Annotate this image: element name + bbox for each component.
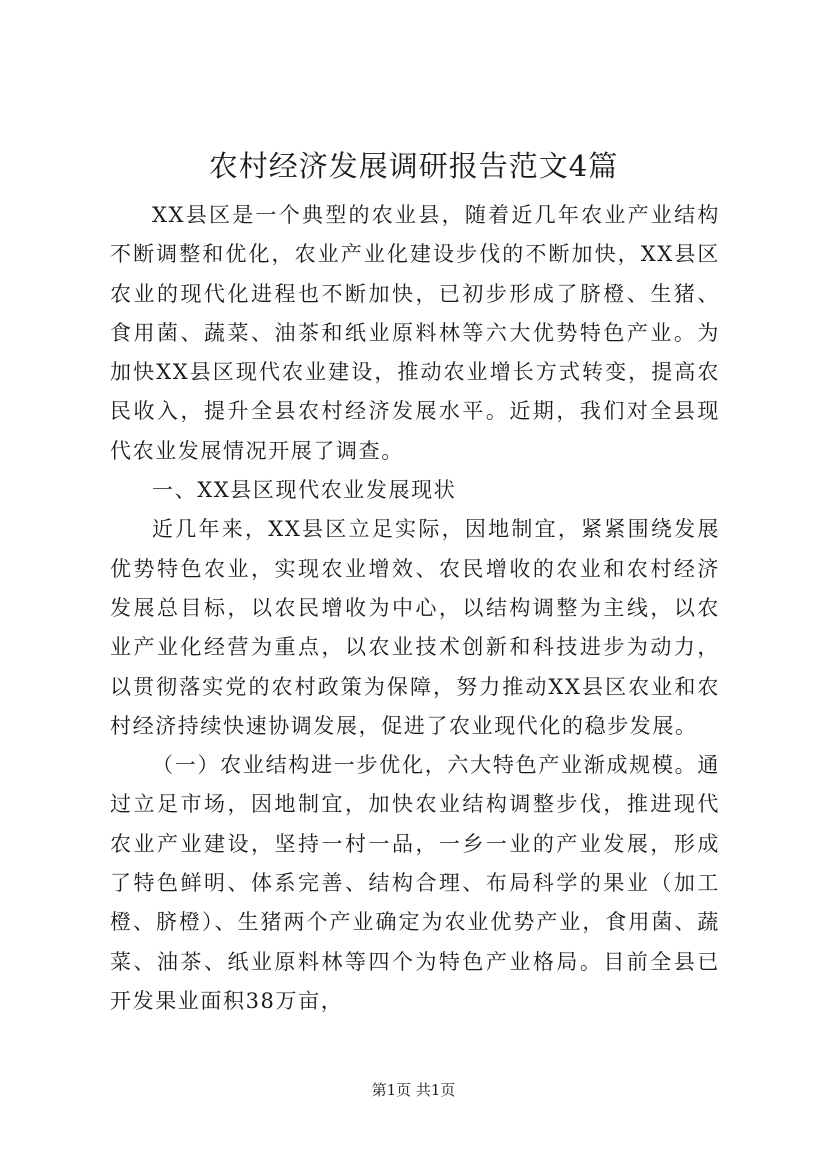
page-number-footer: 第1页 共1页 xyxy=(371,1081,456,1099)
section-heading: 一、XX县区现代农业发展现状 xyxy=(152,478,457,503)
document-body xyxy=(110,196,720,1021)
paragraph-status: 近几年来，XX县区立足实际，因地制宜，紧紧围绕发展优势特色农业，实现农业增效、农民增收的农业和农村经济发展总目标，以农民增收为中心，以结构调整为主线，以农业产业化经营为重点，以农业技术创新和科技进步为动力，以贯彻落实党的农村政策为保障，努力推动XX县区农业和农村经济持续快速协调发展，促进了农业现代化的稳步发展。 xyxy=(110,517,720,738)
paragraph-intro: XX县区是一个典型的农业县，随着近几年农业产业结构不断调整和优化，农业产业化建设步伐的不断加快，XX县区农业的现代化进程也不断加快，已初步形成了脐橙、生猪、食用菌、蔬菜、油茶和纸业原料林等六大优势特色产业。为加快XX县区现代农业建设，推动农业增长方式转变，提高农民收入，提升全县农村经济发展水平。近期，我们对全县现代农业发展情况开展了调查。 xyxy=(110,203,720,463)
paragraph-structure: （一）农业结构进一步优化，六大特色产业渐成规模。通过立足市场，因地制宜，加快农业结构调整步伐，推进现代农业产业建设，坚持一村一品，一乡一业的产业发展，形成了特色鲜明、体系完善、结构合理、布局科学的果业（加工橙、脐橙）、生猪两个产业确定为农业优势产业，食用菌、蔬菜、油茶、纸业原料林等四个为特色产业格局。目前全县已开发果业面积38万亩， xyxy=(110,753,720,1013)
document-title: 农村经济发展调研报告范文4篇 xyxy=(208,149,619,183)
